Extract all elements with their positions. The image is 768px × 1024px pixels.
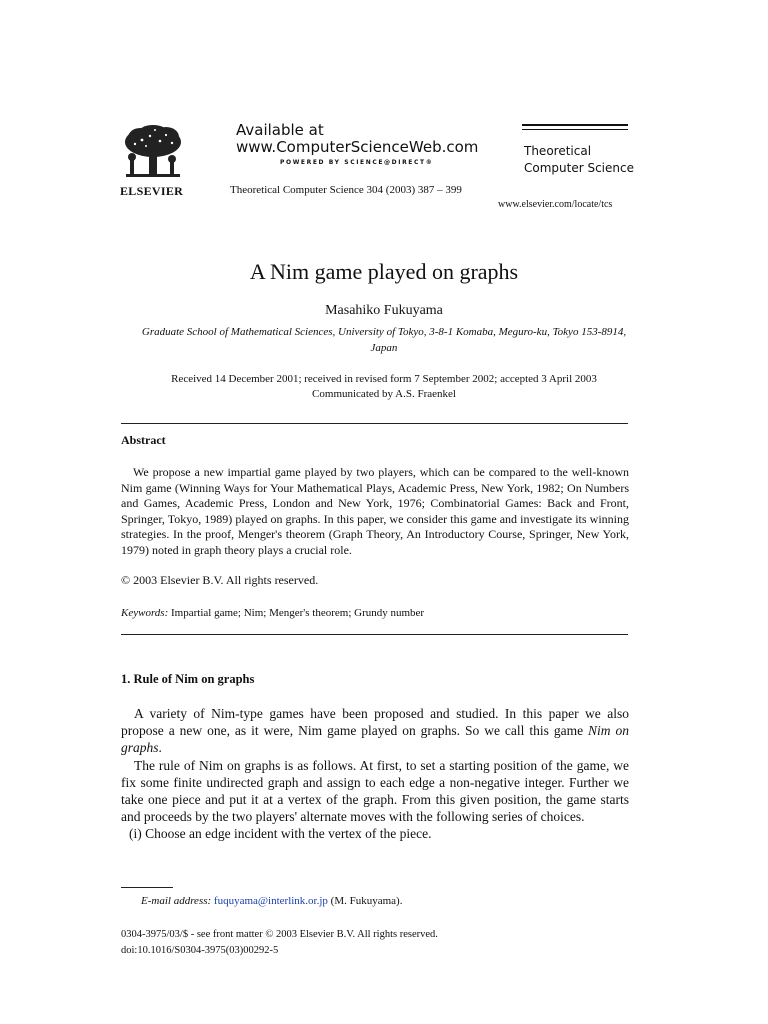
paragraph-1 bbox=[121, 705, 629, 757]
received-dates: Received 14 December 2001; received in revised form 7 September 2002; accepted 3 April 2003 bbox=[171, 373, 597, 385]
journal-name-line1: Theoretical bbox=[524, 144, 592, 158]
abstract-heading: Abstract bbox=[121, 433, 166, 447]
issn-line: 0304-3975/03/$ - see front matter © 2003 Elsevier B.V. All rights reserved. bbox=[121, 929, 438, 940]
powered-by-label: POWERED BY SCIENCE@DIRECT® bbox=[280, 159, 434, 166]
email-label: E-mail address: bbox=[141, 895, 212, 907]
journal-logo-rules bbox=[522, 124, 628, 133]
footnote-email bbox=[141, 895, 402, 907]
article-title: A Nim game played on graphs bbox=[249, 259, 519, 284]
section-heading: 1. Rule of Nim on graphs bbox=[121, 672, 255, 686]
elsevier-tree-logo bbox=[120, 124, 186, 182]
journal-url[interactable]: www.elsevier.com/locate/tcs bbox=[498, 199, 613, 210]
journal-name-line2: Computer Science bbox=[524, 161, 634, 175]
abstract-top-rule bbox=[121, 423, 628, 424]
keywords-text: Impartial game; Nim; Menger's theorem; Grundy number bbox=[171, 607, 425, 619]
abstract-copyright: © 2003 Elsevier B.V. All rights reserved. bbox=[121, 573, 319, 587]
paragraph-2: The rule of Nim on graphs is as follows. At first, to set a starting position of the game, we fix some finite undirected graph and assign to each edge a non-negative integer. Further we take one piece and put it at a vertex of the graph. From this given position, the game starts and proceeds by the two players' alternate moves with the following series of choices. bbox=[121, 757, 629, 825]
author-affiliation: Graduate School of Mathematical Sciences, University of Tokyo, 3-8-1 Komaba, Meguro-ku, Tokyo 153-8914, Japan bbox=[141, 326, 627, 354]
paragraph-1-text: A variety of Nim-type games have been proposed and studied. In this paper we also propose a new one, as it were, Nim game played on graphs. So we call this game bbox=[121, 706, 629, 739]
email-link[interactable]: fuquyama@interlink.or.jp bbox=[213, 895, 328, 907]
keywords-label: Keywords: bbox=[121, 607, 169, 619]
communicated-by: Communicated by A.S. Fraenkel bbox=[312, 388, 456, 400]
email-owner: (M. Fukuyama). bbox=[330, 895, 403, 907]
paragraph-1-italic: Nim on graphs bbox=[121, 723, 629, 756]
journal-reference: Theoretical Computer Science 304 (2003) 387 – 399 bbox=[230, 184, 462, 196]
keywords bbox=[121, 607, 424, 619]
list-item-1: (i) Choose an edge incident with the vertex of the piece. bbox=[129, 826, 432, 842]
publisher-name: ELSEVIER bbox=[120, 184, 184, 198]
abstract-body bbox=[121, 465, 629, 559]
website-link[interactable]: www.ComputerScienceWeb.com bbox=[236, 138, 479, 156]
available-at-label: Available at bbox=[236, 121, 324, 139]
footnote-rule bbox=[121, 887, 173, 888]
section-body bbox=[121, 705, 629, 843]
article-dates bbox=[120, 372, 648, 402]
abstract-text: We propose a new impartial game played by two players, which can be compared to the well-known Nim game (Winning Ways for Your Mathematical Plays, Academic Press, New York, 1982; On Numbers and Games, Academic Press, London and New York, 1976; Combinatorial Games: Back and Front, Springer, Tokyo, 1989) played on graphs. In this paper, we consider this game and investigate its winning strategies. In the proof, Menger's theorem (Graph Theory, An Introductory Course, Springer, New York, 1979) noted in graph theory plays a crucial role. bbox=[121, 465, 629, 557]
doi-line: doi:10.1016/S0304-3975(03)00292-5 bbox=[121, 945, 279, 956]
abstract-bottom-rule bbox=[121, 634, 628, 635]
article-author: Masahiko Fukuyama bbox=[325, 303, 443, 318]
paragraph-1-end: . bbox=[158, 740, 162, 756]
